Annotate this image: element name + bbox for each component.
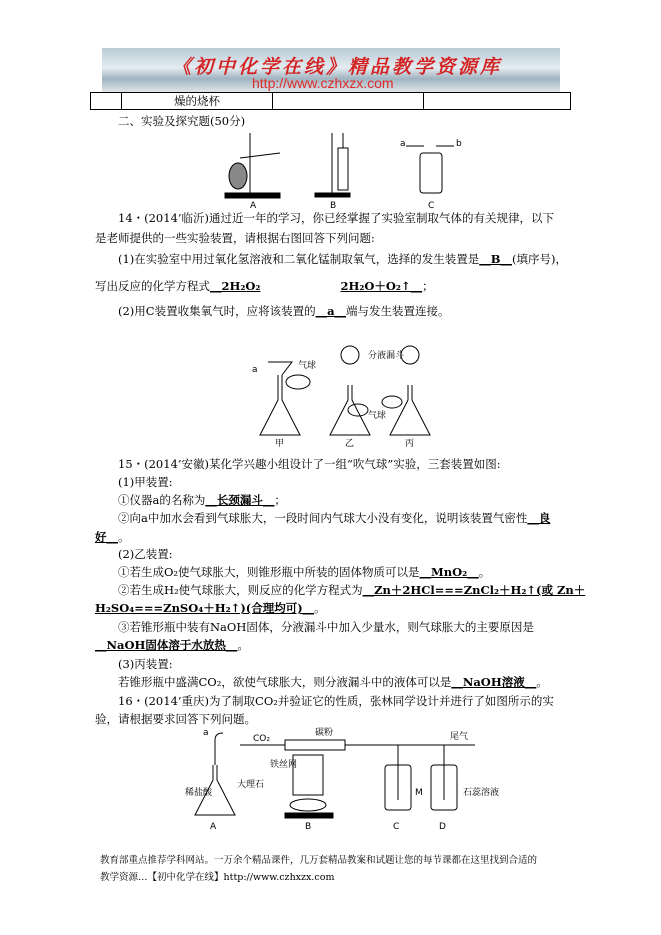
q14-line4: 写出反应的化学方程式__2H₂O₂ 2H₂O＋O₂↑__； [95,279,434,293]
q16-line2: 验，请根据要求回答下列问题。 [95,712,256,726]
footer-line2: 教学资源…【初中化学在线】http://www.czhxzx.com [100,872,335,883]
table-row [91,93,571,110]
q15-line2: (1)甲装置: [118,475,173,489]
q15-line6: (2)乙装置: [118,547,173,561]
figure-note: 稀盐酸 [185,788,213,798]
table-fragment [90,92,571,110]
q15-line11: __NaOH固体溶于水放热__。 [95,638,249,652]
table-cell [273,93,424,110]
banner-title: 《初中化学在线》精品教学资源库 [172,56,503,78]
table-cell: 燥的烧杯 [122,93,273,110]
figure-label: C [393,822,400,832]
figure-note: 铁丝网 [270,760,298,770]
port-label: a [400,139,406,149]
q16-line1: 16・(2014’重庆)为了制取CO₂并验证它的性质，张林同学设计并进行了如图所示的实 [118,694,554,708]
q15-line3: ①仪器a的名称为__长颈漏斗__； [118,493,286,507]
figure-label: 甲 [275,439,285,449]
figure-note: 尾气 [450,732,469,742]
footer-line1: 教育部重点推荐学科网站。一万余个精品课件，几万套精品教案和试题让您的每节课都在这里找到合适的 [100,855,538,866]
q15-line7: ①若生成O₂使气球胀大，则锥形瓶中所装的固体物质可以是__MnO₂__。 [118,565,491,579]
figure-label: 丙 [405,439,415,449]
q14-line3: (1)在实验室中用过氧化氢溶液和二氧化锰制取氧气，选择的发生装置是__B__(填序号)， [118,252,568,266]
q15-line8: ②若生成H₂使气球胀大，则反应的化学方程式为__Zn＋2HCl===ZnCl₂＋H₂↑(或 Zn＋ [118,583,586,597]
q14-line1: 14・(2014’临沂)通过近一年的学习，你已经掌握了实验室制取气体的有关规律，以下 [118,211,555,225]
figure-co2-apparatus [185,725,500,835]
figure-note: a [203,728,209,738]
figure-note: 气球 [298,361,317,371]
q15-line1: 15・(2014’安徽)某化学兴趣小组设计了一组“吹气球”实验，三套装置如图: [118,457,501,471]
figure-note: 石蕊溶液 [463,788,500,798]
figure-note: 大理石 [237,780,265,790]
figure-note: 分液漏斗 [368,351,405,361]
banner-url: http://www.czhxzx.com [252,75,394,91]
figure-note: 气球 [368,411,387,421]
footer-url[interactable]: http://www.czhxzx.com [223,872,335,883]
figure-note: CO₂ [253,734,270,744]
figure-label: 乙 [345,439,355,449]
figure-apparatus-abc [220,128,470,210]
figure-note: M [415,788,423,798]
table-cell [424,93,571,110]
figure-balloon-apparatus [250,340,450,450]
q15-line5: 好__。 [95,530,130,544]
figure-note: a [252,365,258,375]
q15-line13: 若锥形瓶中盛满CO₂，欲使气球胀大，则分液漏斗中的液体可以是__NaOH溶液__。 [118,675,548,689]
port-label: b [456,139,462,149]
banner-logo [102,48,560,92]
figure-label: C [428,201,435,211]
q15-line12: (3)丙装置: [118,657,173,671]
figure-label: A [210,822,217,832]
figure-label: D [439,822,446,832]
q15-line10: ③若锥形瓶中装有NaOH固体，分液漏斗中加入少量水，则气球胀大的主要原因是 [118,620,534,634]
figure-label: B [305,822,312,832]
figure-label: A [250,201,257,211]
section-heading: 二、实验及探究题(50分) [118,114,246,128]
q14-line5: (2)用C装置收集氧气时，应将该装置的__a__端与发生装置连接。 [118,304,450,318]
q14-line2: 是老师提供的一些实验装置，请根据右图回答下列问题: [95,231,375,245]
q15-line4: ②向a中加水会看到气球胀大，一段时间内气球大小没有变化，说明该装置气密性__良 [118,511,551,525]
figure-label: B [330,201,337,211]
figure-note: 碳粉 [315,728,334,738]
q15-line9: H₂SO₄===ZnSO₄＋H₂↑)(合理均可)__。 [95,601,326,615]
table-cell [91,93,122,110]
